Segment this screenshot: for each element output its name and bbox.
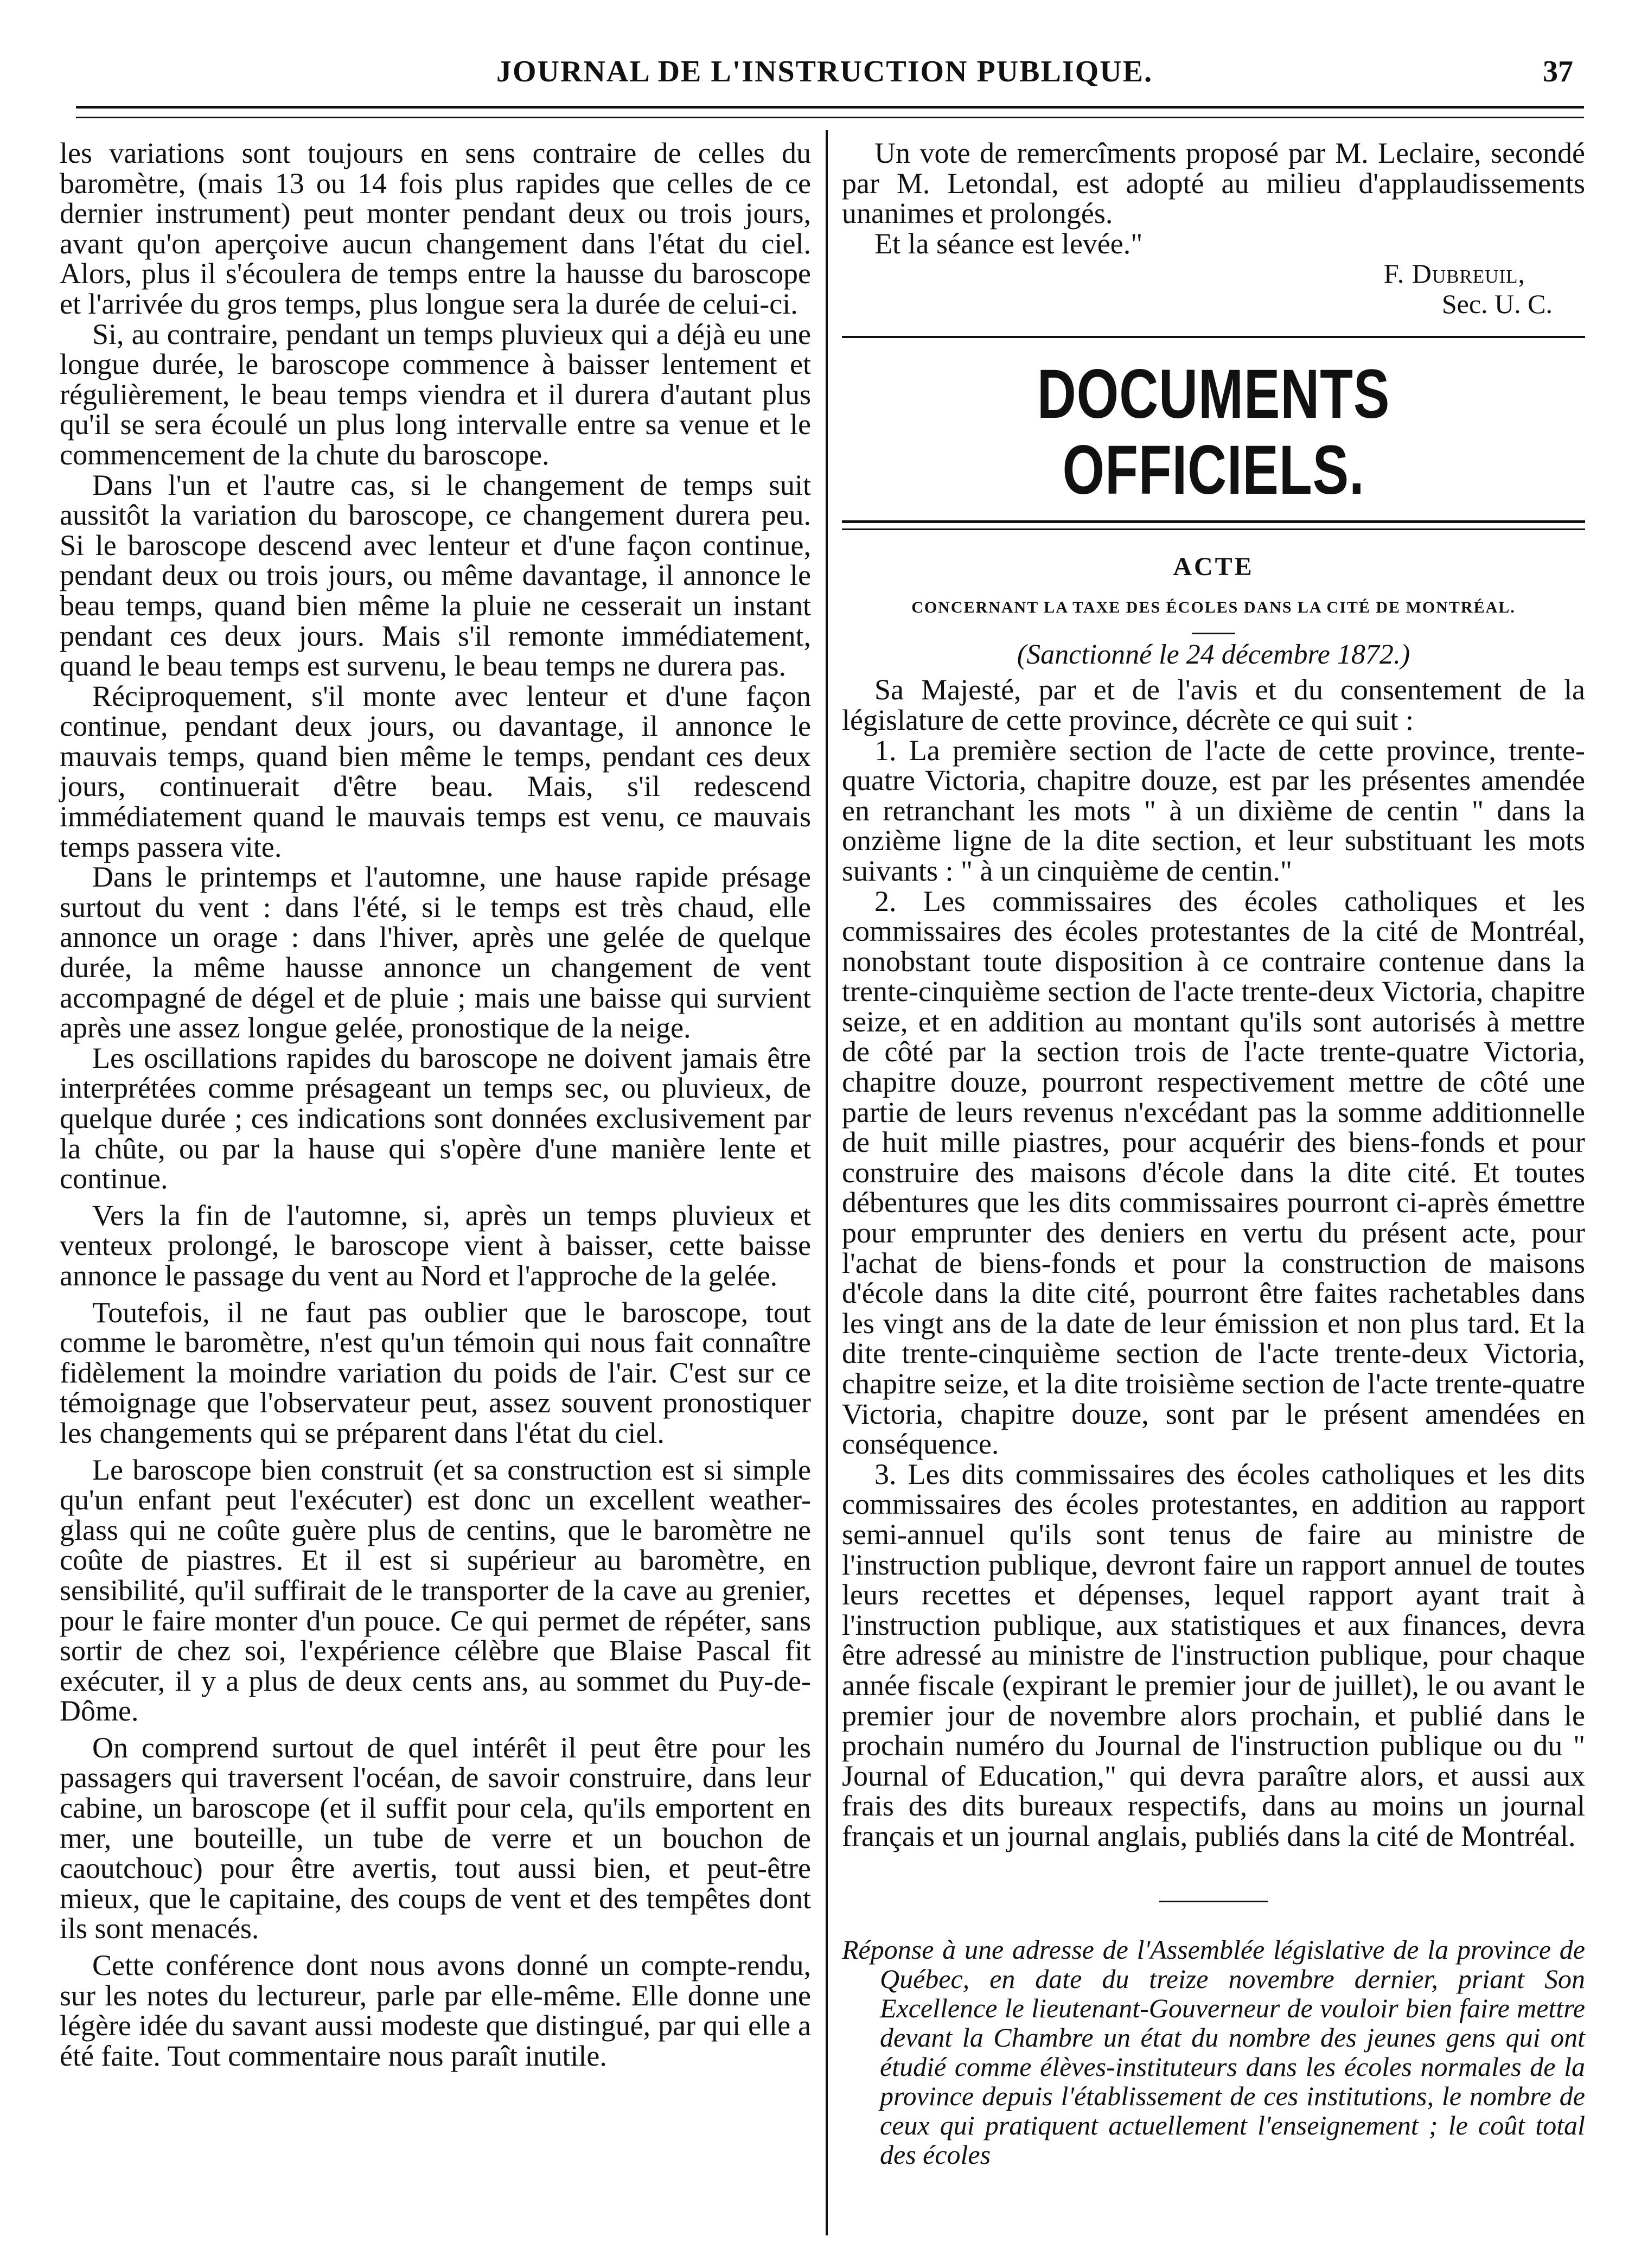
acte-heading: ACTE <box>1173 552 1254 581</box>
title-rule-thin <box>842 528 1585 530</box>
acte-subheading: CONCERNANT LA TAXE DES ÉCOLES DANS LA CITÉ DE MONTRÉAL. <box>911 598 1516 617</box>
right-column <box>842 138 1585 2169</box>
reponse-paragraph: Réponse à une adresse de l'Assemblée législative de la province de Québec, en date du treize novembre dernier, priant Son Excellence le lieutenant-Gouverneur de vouloir bien faire mettre devant la Chambre un état du nombre des jeunes gens qui ont étudié comme élèves-instituteurs dans les écoles normales de la province depuis l'établissement de ces institutions, le nombre de ceux qui pratiquent actuellement l'enseignement ; le coût total des écoles <box>842 1934 1585 2170</box>
paragraph: Les oscillations rapides du baroscope ne doivent jamais être interprétées comme présageant un temps sec, ou pluvieux, de quelque durée ; ces indications sont données exclusivement par la chûte, ou par la hause qui s'opère d'une manière lente et continue. <box>60 1041 811 1195</box>
column-divider <box>826 130 828 2235</box>
left-column <box>60 138 811 2071</box>
header-rule-thick <box>76 106 1584 109</box>
paragraph: Vers la fin de l'automne, si, après un temps pluvieux et venteux prolongé, le baroscope vient à baisser, cette baisse annonce le passage du vent au Nord et l'approche de la gelée. <box>60 1199 811 1292</box>
paragraph: Dans le printemps et l'automne, une hause rapide présage surtout du vent : dans l'été, si le temps est très chaud, elle annonce un orage : dans l'hiver, après une gelée de quelque durée, la même hausse annonce un changement de vent accompagné de dégel et de pluie ; mais une baisse qui survient après une assez longue gelée, pronostique de la neige. <box>60 861 811 1044</box>
separator-rule <box>1159 1901 1268 1902</box>
paragraph: Dans l'un et l'autre cas, si le changement de temps suit aussitôt la variation du baroscope, ce changement durera peu. Si le baroscope descend avec lenteur et d'une façon continue, pendant deux ou trois jours, ou même davantage, il annonce le beau temps, quand bien même la pluie ne cesserait un instant pendant ces deux jours. Mais s'il remonte immédiatement, quand le beau temps est survenu, le beau temps ne durera pas. <box>60 468 811 683</box>
paragraph: 1. La première section de l'acte de cette province, trente-quatre Victoria, chapitre douze, est par les présentes amendée en retranchant les mots " à un dixième de centin " dans la onzième ligne de la dite section, et leur substituant les mots suivants : " à un cinquième de centin." <box>842 734 1585 887</box>
paragraph: Si, au contraire, pendant un temps pluvieux qui a déjà eu une longue durée, le baroscope commence à baisser lentement et régulièrement, le beau temps viendra et il durera d'autant plus qu'il se sera écoulé un plus long intervalle entre sa venue et le commencement de la chute du baroscope. <box>60 317 811 471</box>
signature-title: Sec. U. C. <box>1441 288 1553 319</box>
section-title: DOCUMENTS OFFICIELS. <box>1037 355 1390 509</box>
paragraph: Sa Majesté, par et de l'avis et du consentement de la législature de cette province, décrète ce qui suit : <box>842 673 1585 736</box>
paragraph: Un vote de remercîments proposé par M. Leclaire, secondé par M. Letondal, est adopté au milieu d'applaudissements unanimes et prolongés. <box>842 137 1585 230</box>
paragraph: Cette conférence dont nous avons donné un compte-rendu, sur les notes du lectureur, parle par elle-même. Elle donne une légère idée du savant aussi modeste que distingué, par qui elle a été faite. Tout commentaire nous paraît inutile. <box>60 1949 811 2072</box>
short-rule <box>1192 633 1235 634</box>
journal-title: JOURNAL DE L'INSTRUCTION PUBLIQUE. <box>496 55 1153 88</box>
page-number: 37 <box>1543 55 1573 88</box>
header-rule-thin <box>76 117 1584 118</box>
paragraph: Réciproquement, s'il monte avec lenteur et d'une façon continue, pendant deux jours, ou davantage, il annonce le mauvais temps, quand bien même le temps, pendant ces deux jours, continuerait d'être beau. Mais, s'il redescend immédiatement quand le mauvais temps est venu, ce mauvais temps passera vite. <box>60 679 811 863</box>
paragraph: On comprend surtout de quel intérêt il peut être pour les passagers qui traversent l'océan, de savoir construire, dans leur cabine, un baroscope (et il suffit pour cela, qu'ils emportent en mer, une bouteille, un tube de verre et un bouchon de caoutchouc) pour être avertis, tout aussi bien, et peut-être mieux, que le capitaine, des coups de vent et des tempêtes dont ils sont menacés. <box>60 1731 811 1945</box>
paragraph: 2. Les commissaires des écoles catholiques et les commissaires des écoles protestantes de la cité de Montréal, nonobstant toute disposition à ce contraire contenue dans la trente-cinquième section de l'acte trente-deux Victoria, chapitre seize, et en addition au montant qu'ils sont autorisés à mettre de côté par la section trois de l'acte trente-quatre Victoria, chapitre douze, pourront respectivement mettre de côté une partie de leurs revenus n'excédant pas la somme additionnelle de huit mille piastres, pour acquérir des biens-fonds et pour construire des maisons d'école dans la dite cité. Et toutes débentures que les dits commissaires pourront ci-après émettre pour emprunter des deniers en vertu du présent acte, pour l'achat de biens-fonds et pour la construction de maisons d'école dans la dite cité, pourront être faites rachetables dans les vingt ans de la date de leur émission et non plus tard. Et la dite trente-cinquième section de l'acte trente-deux Victoria, chapitre seize, et la dite troisième section de l'acte trente-quatre Victoria, chapitre douze, sont par le présent amendées en conséquence. <box>842 884 1585 1461</box>
title-rule-thick <box>842 520 1585 523</box>
paragraph: les variations sont toujours en sens contraire de celles du baromètre, (mais 13 ou 14 fois plus rapides que celles de ce dernier instrument) peut monter pendant deux ou trois jours, avant qu'on aperçoive aucun changement dans l'état du ciel. Alors, plus il s'écoulera de temps entre la hausse du baroscope et l'arrivée du gros temps, plus longue sera la durée de celui-ci. <box>60 137 811 320</box>
page-header <box>76 22 1573 109</box>
paragraph: 3. Les dits commissaires des écoles catholiques et les dits commissaires des écoles protestantes, en addition au rapport semi-annuel qu'ils sont tenus de faire au ministre de l'instruction publique, devront faire un rapport annuel de toutes leurs recettes et dépenses, lequel rapport ayant trait à l'instruction publique, aux statistiques et aux finances, devra être adressé au ministre de l'instruction publique, pour chaque année fiscale (expirant le premier jour de juillet), le ou avant le premier jour de novembre alors prochain, et publié dans le prochain numéro du Journal de l'instruction publique ou du " Journal of Education," qui devra paraître alors, et aussi aux frais des dits bureaux respectifs, dans au moins un journal français et un journal anglais, publiés dans la cité de Montréal. <box>842 1457 1585 1852</box>
signature-name-text: F. Dubreuil, <box>1383 258 1525 289</box>
paragraph: Toutefois, il ne faut pas oublier que le baroscope, tout comme le baromètre, n'est qu'un témoin qui nous fait connaître fidèlement la moindre variation du poids de l'air. C'est sur ce témoignage que l'observateur peut, assez souvent pronostiquer les changements qui se préparent dans l'état du ciel. <box>60 1296 811 1449</box>
paragraph: Et la séance est levée." <box>874 227 1143 260</box>
sanction-date: (Sanctionné le 24 décembre 1872.) <box>1017 639 1410 670</box>
signature-name <box>842 259 1585 289</box>
paragraph: Le baroscope bien construit (et sa construction est si simple qu'un enfant peut l'exécuter) est donc un excellent weather-glass qui ne coûte guère plus de centins, que le baromètre ne coûte de piastres. Et il est si supérieur au baromètre, en sensibilité, qu'il suffirait de le transporter de la cave au grenier, pour le faire monter d'un pouce. Ce qui permet de répéter, sans sortir de chez soi, l'expérience célèbre que Blaise Pascal fit exécuter, il y a plus de deux cents ans, au sommet du Puy-de-Dôme. <box>60 1453 811 1728</box>
section-rule <box>842 336 1585 338</box>
